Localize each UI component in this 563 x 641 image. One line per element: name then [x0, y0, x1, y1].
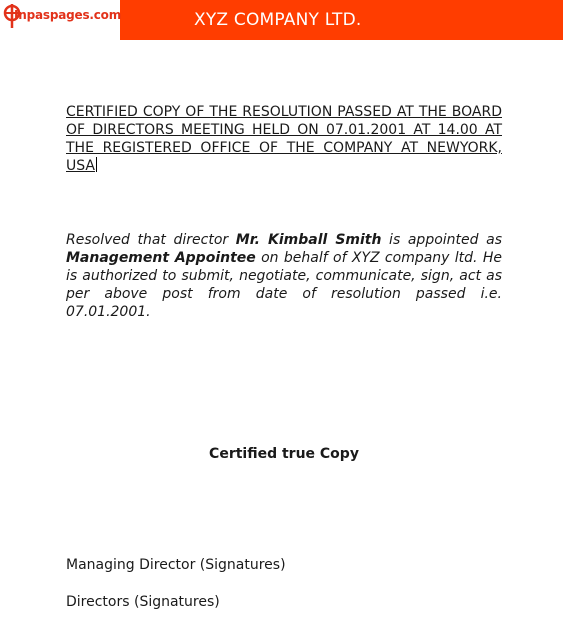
body-part1: Resolved that director [66, 232, 236, 248]
resolution-heading-text: CERTIFIED COPY OF THE RESOLUTION PASSED AT THE BOARD OF DIRECTORS MEETING HELD ON 07.01.2001 AT 14.00 AT THE REGISTERED OFFICE OF THE COMPANY AT NEWYORK, USA [66, 104, 502, 174]
managing-director-signature-line: Managing Director (Signatures) [66, 557, 286, 573]
director-name: Mr. Kimball Smith [235, 232, 382, 248]
header-banner [0, 0, 563, 40]
resolution-heading[interactable] [66, 103, 502, 175]
body-part3: on behalf of XYZ company ltd. He is authorized to submit, negotiate, communicate, sign, act as per above post from date of resolution passed i.e. 07.01.2001. [66, 250, 502, 320]
certified-true-copy-label: Certified true Copy [209, 446, 359, 462]
logo-text: Inpaspages.com [14, 8, 122, 22]
body-part2: is appointed as [381, 232, 503, 248]
text-cursor [96, 157, 97, 172]
company-name: XYZ COMPANY LTD. [194, 10, 362, 30]
resolution-body [66, 231, 502, 321]
title-bar [120, 0, 563, 40]
directors-signature-line: Directors (Signatures) [66, 594, 220, 610]
appointed-post: Management Appointee [66, 250, 256, 266]
logo [0, 0, 120, 40]
